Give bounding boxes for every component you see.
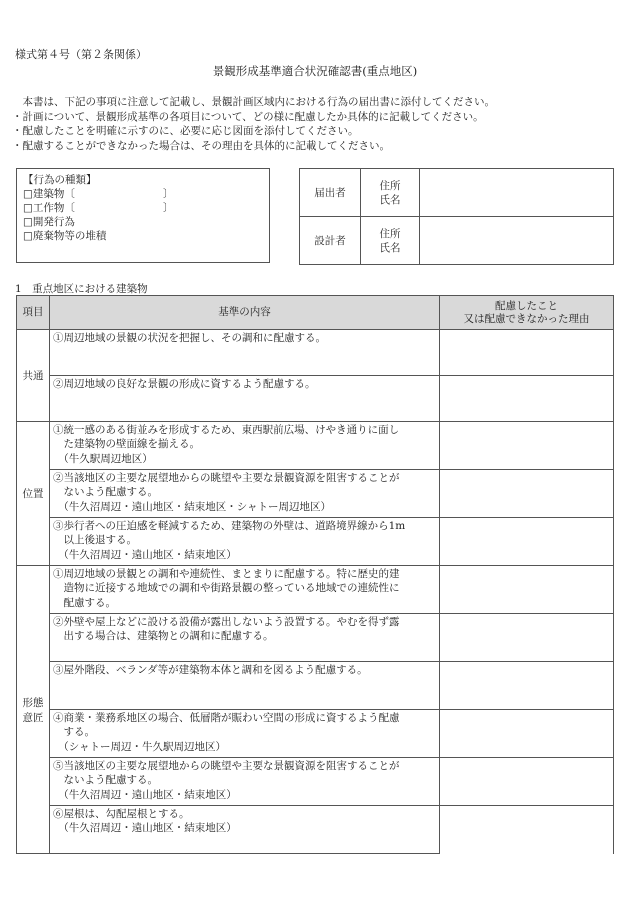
action-type-label: □工作物〔 xyxy=(23,202,75,214)
category-cell: 形態 意匠 xyxy=(17,566,50,854)
consideration-input[interactable] xyxy=(440,662,614,710)
criteria-cell: ①統一感のある街並みを形成するため、東西駅前広場、けやき通りに面し た建築物の壁面線を揃える。 （牛久駅周辺地区） xyxy=(50,422,440,470)
consideration-input[interactable] xyxy=(440,710,614,758)
action-type-label: □開発行為 xyxy=(23,216,75,228)
criteria-cell: ①周辺地域の景観の状況を把握し、その調和に配慮する。 xyxy=(50,330,440,376)
form-number: 様式第４号（第２条関係） xyxy=(15,48,147,61)
criteria-cell: ⑤当該地区の主要な展望地からの眺望や主要な景観資源を阻害することが ないよう配慮する。 （牛久沼周辺・遠山地区・結束地区） xyxy=(50,758,440,806)
table-row xyxy=(17,566,614,614)
header-consideration: 配慮したこと 又は配慮できなかった理由 xyxy=(440,296,614,330)
action-type-heading: 【行為の種類】 xyxy=(23,174,97,186)
table-row xyxy=(17,470,614,518)
criteria-cell: ③歩行者への圧迫感を軽減するため、建築物の外壁は、道路境界線から1m 以上後退する。 （牛久沼周辺・遠山地区・結束地区） xyxy=(50,518,440,566)
action-type-development[interactable] xyxy=(23,215,263,229)
consideration-input[interactable] xyxy=(440,758,614,806)
action-type-waste-deposit[interactable] xyxy=(23,229,263,243)
criteria-cell: ②当該地区の主要な展望地からの眺望や主要な景観資源を阻害することが ないよう配慮する。 （牛久沼周辺・遠山地区・結束地区・シャトー周辺地区） xyxy=(50,470,440,518)
table-row xyxy=(17,422,614,470)
instructions xyxy=(12,95,622,153)
consideration-input[interactable] xyxy=(440,566,614,614)
table-row xyxy=(17,758,614,806)
address-name-label: 住所 氏名 xyxy=(361,169,420,217)
consideration-input[interactable] xyxy=(440,470,614,518)
role-label: 設計者 xyxy=(300,217,361,265)
criteria-cell: ④商業・業務系地区の場合、低層階が賑わい空間の形成に資するよう配慮 する。 （シャトー周辺・牛久駅周辺地区） xyxy=(50,710,440,758)
action-type-label: □建築物〔 xyxy=(23,188,75,200)
table-row xyxy=(17,518,614,566)
instruction-line: ・配慮することができなかった場合は、その理由を具体的に記載してください。 xyxy=(12,139,390,152)
header-criteria: 基準の内容 xyxy=(50,296,440,330)
table-row xyxy=(17,710,614,758)
table-row xyxy=(17,376,614,422)
document-title: 景観形成基準適合状況確認書(重点地区) xyxy=(212,64,418,78)
applicant-table xyxy=(299,168,614,265)
criteria-cell: ⑥屋根は、勾配屋根とする。 （牛久沼周辺・遠山地区・結束地区） xyxy=(50,806,440,854)
table-row xyxy=(17,806,614,854)
instruction-line: ・計画について、景観形成基準の各項目について、どの様に配慮したか具体的に記載してください。 xyxy=(12,110,484,123)
category-cell: 共通 xyxy=(17,330,50,422)
action-type-structure[interactable] xyxy=(23,201,263,215)
instruction-line: ・配慮したことを明確に示すのに、必要に応じ図面を添付してください。 xyxy=(12,125,359,137)
consideration-input[interactable] xyxy=(440,518,614,566)
consideration-input[interactable] xyxy=(440,330,614,376)
section-title: 1 重点地区における建築物 xyxy=(15,283,148,295)
table-row xyxy=(17,614,614,662)
criteria-cell: ②周辺地域の良好な景観の形成に資するよう配慮する。 xyxy=(50,376,440,422)
instruction-line: 本書は、下記の事項に注意して記載し、景観計画区域内における行為の届出書に添付してください。 xyxy=(12,96,495,108)
action-type-box xyxy=(16,168,270,263)
consideration-input[interactable] xyxy=(440,806,614,854)
category-cell: 位置 xyxy=(17,422,50,566)
applicant-field[interactable] xyxy=(420,169,614,217)
criteria-table xyxy=(16,295,614,854)
action-type-label: □廃棄物等の堆積 xyxy=(23,230,107,242)
bracket-close: 〕 xyxy=(163,202,174,214)
designer-field[interactable] xyxy=(420,217,614,265)
consideration-input[interactable] xyxy=(440,422,614,470)
criteria-cell: ③屋外階段、ベランダ等が建築物本体と調和を図るよう配慮する。 xyxy=(50,662,440,710)
header-item: 項目 xyxy=(17,296,50,330)
action-type-building[interactable] xyxy=(23,187,263,201)
bracket-close: 〕 xyxy=(163,188,174,200)
consideration-input[interactable] xyxy=(440,376,614,422)
consideration-input[interactable] xyxy=(440,614,614,662)
address-name-label: 住所 氏名 xyxy=(361,217,420,265)
criteria-cell: ①周辺地域の景観との調和や連続性、まとまりに配慮する。特に歴史的建 造物に近接する地域での調和や街路景観の整っている地域での連続性に 配慮する。 xyxy=(50,566,440,614)
role-label: 届出者 xyxy=(300,169,361,217)
table-row xyxy=(17,662,614,710)
table-row xyxy=(17,330,614,376)
criteria-cell: ②外壁や屋上などに設ける設備が露出しないよう設置する。やむを得ず露 出する場合は、建築物との調和に配慮する。 xyxy=(50,614,440,662)
